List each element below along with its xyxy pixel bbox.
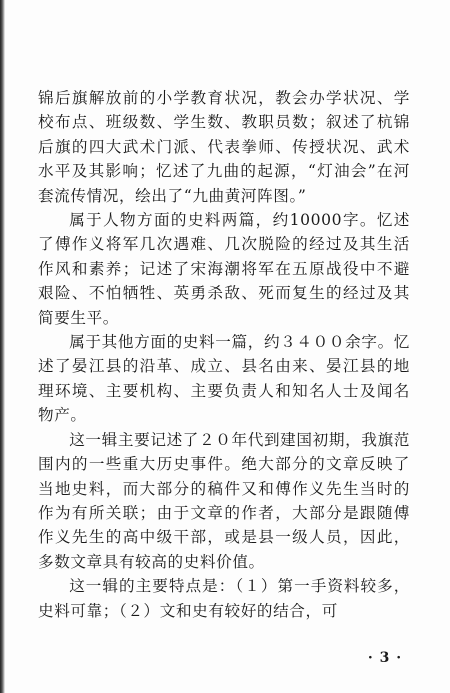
page-number: · 3 ·	[367, 650, 403, 666]
paragraph-3: 属于其他方面的史料一篇，约３４００余字。忆述了晏江县的沿革、成立、县名由来、晏江县的地理环境、主要机构、主要负责人和知名人士及闻名物产。	[38, 333, 410, 425]
page-binding-edge	[0, 0, 5, 693]
paragraph-2: 属于人物方面的史料两篇，约10000字。忆述了傅作义将军几次遇难、几次脱险的经过及其生活作风和素养；记述了宋海潮将军在五原战役中不避艰险、不怕牺牲、英勇杀敌、死而复生的经过及其简要生平。	[38, 211, 410, 327]
body-text	[38, 86, 410, 623]
paragraph-1: 锦后旗解放前的小学教育状况，教会办学状况、学校布点、班级数、学生数、教职员数；叙述了杭锦后旗的四大武术门派、代表拳师、传授状况、武术水平及其影响；忆述了九曲的起源，“灯油会”在河套流传情况，绘出了“九曲黄河阵图。”	[38, 89, 410, 205]
paragraph-4: 这一辑主要记述了２０年代到建国初期，我旗范围内的一些重大历史事件。绝大部分的文章反映了当地史料，而大部分的稿件又和傅作义先生当时的作为有所关联；由于文章的作者，大部分是跟随傅作义先生的高中级干部，或是县一级人员，因此，多数文章具有较高的史料价值。	[38, 430, 410, 571]
paragraph-5: 这一辑的主要特点是：（１）第一手资料较多，史料可靠；（２）文和史有较好的结合，可	[38, 577, 410, 620]
